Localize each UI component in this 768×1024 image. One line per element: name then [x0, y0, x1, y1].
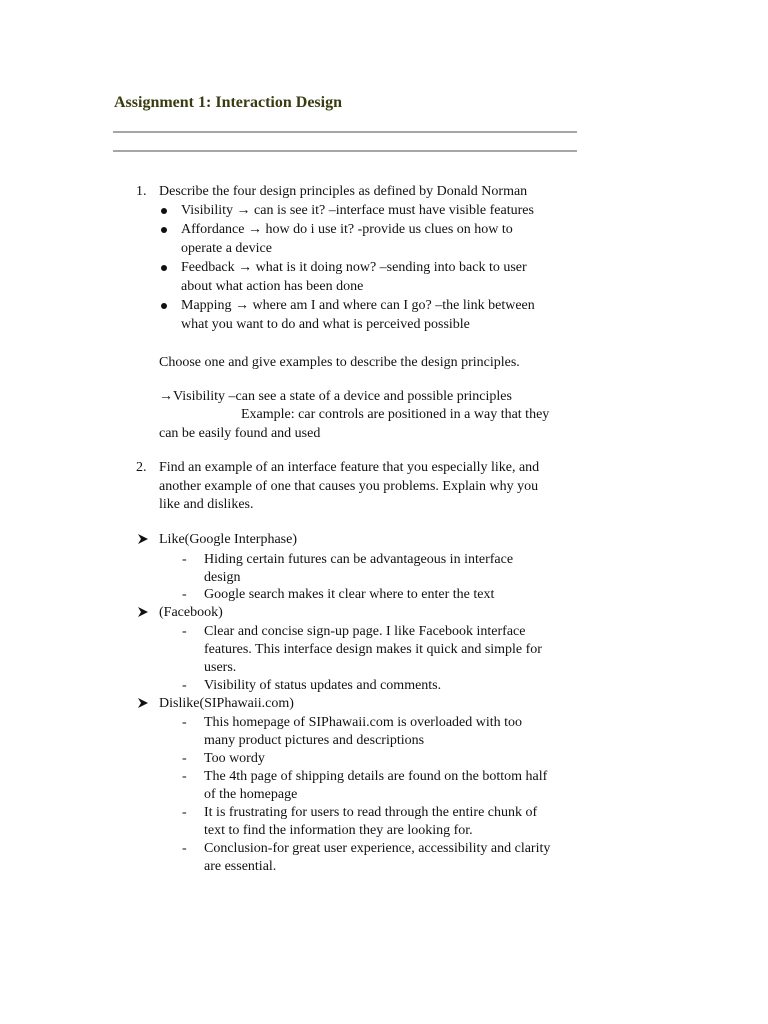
bullet-icon: [161, 227, 167, 233]
section-heading: Dislike(SIPhawaii.com): [159, 696, 294, 711]
arrowhead-bullet-icon: [137, 697, 149, 709]
section-heading: Like(Google Interphase): [159, 532, 297, 547]
bullet-icon: [161, 265, 167, 271]
list-item-continued: features. This interface design makes it quick and simple for: [204, 642, 542, 657]
arrowhead-bullet-icon: [137, 606, 149, 618]
dash-marker: -: [182, 678, 187, 693]
dash-marker: -: [182, 805, 187, 820]
dash-marker: -: [182, 587, 187, 602]
list-item-continued: many product pictures and descriptions: [204, 733, 425, 748]
dash-marker: -: [182, 751, 187, 766]
list-item-continued: design: [204, 570, 241, 585]
principle-item: Feedback → what is it doing now? –sending into back to user: [181, 260, 527, 275]
principle-item-continued: about what action has been done: [181, 279, 364, 294]
list-item: Hiding certain futures can be advantageous in interface: [204, 552, 514, 567]
visibility-text: →Visibility –can see a state of a device and possible principles: [159, 389, 512, 404]
bullet-icon: [161, 303, 167, 309]
example-text-continued: can be easily found and used: [159, 426, 321, 441]
dash-marker: -: [182, 624, 187, 639]
example-text: Example: car controls are positioned in a way that they: [241, 407, 550, 422]
question-2-text: Find an example of an interface feature that you especially like, and: [159, 460, 540, 475]
dash-marker: -: [182, 769, 187, 784]
choose-text: Choose one and give examples to describe the design principles.: [159, 355, 520, 370]
list-item-continued: are essential.: [204, 859, 277, 874]
principle-item: Visibility → can is see it? –interface must have visible features: [181, 203, 534, 218]
list-item: It is frustrating for users to read through the entire chunk of: [204, 805, 538, 820]
list-number: 1.: [136, 184, 147, 199]
principle-item-continued: operate a device: [181, 241, 272, 256]
list-item: This homepage of SIPhawaii.com is overloaded with too: [204, 715, 523, 730]
list-item-continued: users.: [204, 660, 237, 675]
list-item-continued: of the homepage: [204, 787, 298, 802]
section-heading: (Facebook): [159, 605, 223, 620]
list-item: Too wordy: [204, 751, 265, 766]
list-number: 2.: [136, 460, 147, 475]
list-item-continued: text to find the information they are looking for.: [204, 823, 473, 838]
list-item: Clear and concise sign-up page. I like Facebook interface: [204, 624, 526, 639]
principle-item-continued: what you want to do and what is perceived possible: [181, 317, 470, 332]
dash-marker: -: [182, 715, 187, 730]
horizontal-rule: [113, 150, 577, 152]
principle-item: Mapping → where am I and where can I go? –the link between: [181, 298, 535, 313]
dash-marker: -: [182, 841, 187, 856]
bullet-icon: [161, 208, 167, 214]
arrowhead-bullet-icon: [137, 533, 149, 545]
dash-marker: -: [182, 552, 187, 567]
document-title: Assignment 1: Interaction Design: [114, 94, 342, 111]
list-item: The 4th page of shipping details are found on the bottom half: [204, 769, 548, 784]
question-1-text: Describe the four design principles as defined by Donald Norman: [159, 184, 528, 199]
question-2-text: like and dislikes.: [159, 497, 254, 512]
principle-item: Affordance → how do i use it? -provide us clues on how to: [181, 222, 513, 237]
question-2-text: another example of one that causes you problems. Explain why you: [159, 479, 539, 494]
list-item: Conclusion-for great user experience, accessibility and clarity: [204, 841, 551, 856]
horizontal-rule: [113, 131, 577, 133]
list-item: Google search makes it clear where to enter the text: [204, 587, 495, 602]
list-item: Visibility of status updates and comments.: [204, 678, 442, 693]
